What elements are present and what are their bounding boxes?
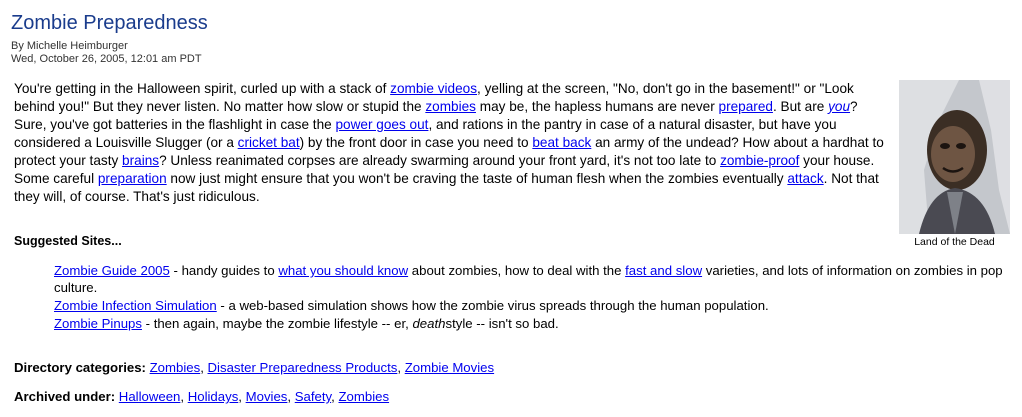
suggested-sites-list <box>54 262 1010 333</box>
author-byline: By Michelle Heimburger <box>11 40 128 52</box>
link-preparation[interactable]: preparation <box>97 171 167 186</box>
link-zombies[interactable]: zombies <box>425 99 476 114</box>
suggested-sites-heading: Suggested Sites... <box>14 234 122 248</box>
link-brains[interactable]: brains <box>122 153 160 168</box>
category-link-movies[interactable]: Movies <box>245 389 288 404</box>
article-meta <box>11 40 202 66</box>
link-attack[interactable]: attack <box>787 171 824 186</box>
archived-label: Archived under: <box>14 389 116 404</box>
category-link-zombie-movies[interactable]: Zombie Movies <box>404 360 495 375</box>
link-zombie-pinups[interactable]: Zombie Pinups <box>54 316 142 331</box>
suggested-site-item: Zombie Pinups - then again, maybe the zombie lifestyle -- er, deathstyle -- isn't so bad. <box>54 316 559 331</box>
photo-caption: Land of the Dead <box>914 236 995 248</box>
link-what-you-should-know[interactable]: what you should know <box>278 263 409 278</box>
link-cricket-bat[interactable]: cricket bat <box>237 135 300 150</box>
category-link-zombies[interactable]: Zombies <box>149 360 201 375</box>
directory-categories <box>14 359 494 376</box>
link-zombie-proof[interactable]: zombie-proof <box>720 153 800 168</box>
category-link-halloween[interactable]: Halloween <box>118 389 181 404</box>
archived-links: Halloween, Holidays, Movies, Safety, Zombies <box>118 389 390 404</box>
article-body: You're getting in the Halloween spirit, curled up with a stack of zombie videos, yelling at the screen, "No, don't go in the basement!" or "Look behind you!" But they never listen. No matter how slow or stupid the zombies may be, the hapless humans are never prepared. But are you? Sure, you've got batteries in the flashlight in case the power goes out, and rations in the pantry in case of a natural disaster, but have you considered a Louisville Slugger (or a cricket bat) by the front door in case you need to beat back an army of the undead? How about a hardhat to protect your tasty brains? Unless reanimated corpses are already swarming around your front yard, it's not too late to zombie-proof your house. Some careful preparation now just might ensure that you won't be craving the taste of human flesh when the zombies eventually attack. Not that they will, of course. That's just ridiculous. <box>14 81 884 204</box>
zombie-photo-image <box>899 80 1010 234</box>
link-fast-and-slow[interactable]: fast and slow <box>625 263 703 278</box>
suggested-site-item: Zombie Infection Simulation - a web-based simulation shows how the zombie virus spreads through the human population. <box>54 298 769 313</box>
directory-links: Zombies, Disaster Preparedness Products, Zombie Movies <box>149 360 495 375</box>
category-link-holidays[interactable]: Holidays <box>187 389 239 404</box>
category-link-zombies[interactable]: Zombies <box>338 389 390 404</box>
italic-text: death <box>412 316 446 331</box>
link-you[interactable]: you <box>828 99 851 114</box>
suggested-site-item: Zombie Guide 2005 - handy guides to what you should know about zombies, how to deal with the fast and slow varieties, and lots of information on zombies in pop culture. <box>54 263 1003 295</box>
link-zombie-videos[interactable]: zombie videos <box>390 81 478 96</box>
archived-under <box>14 388 389 405</box>
link-zombie-guide-2005[interactable]: Zombie Guide 2005 <box>54 263 170 278</box>
link-zombie-infection-simulation[interactable]: Zombie Infection Simulation <box>54 298 217 313</box>
directory-label: Directory categories: <box>14 360 146 375</box>
link-beat-back[interactable]: beat back <box>532 135 592 150</box>
article-photo <box>899 80 1010 249</box>
category-link-disaster-preparedness-products[interactable]: Disaster Preparedness Products <box>207 360 398 375</box>
page-title: Zombie Preparedness <box>11 12 208 34</box>
link-prepared[interactable]: prepared <box>718 99 773 114</box>
category-link-safety[interactable]: Safety <box>294 389 332 404</box>
link-power-goes-out[interactable]: power goes out <box>335 117 429 132</box>
publish-date: Wed, October 26, 2005, 12:01 am PDT <box>11 53 202 65</box>
